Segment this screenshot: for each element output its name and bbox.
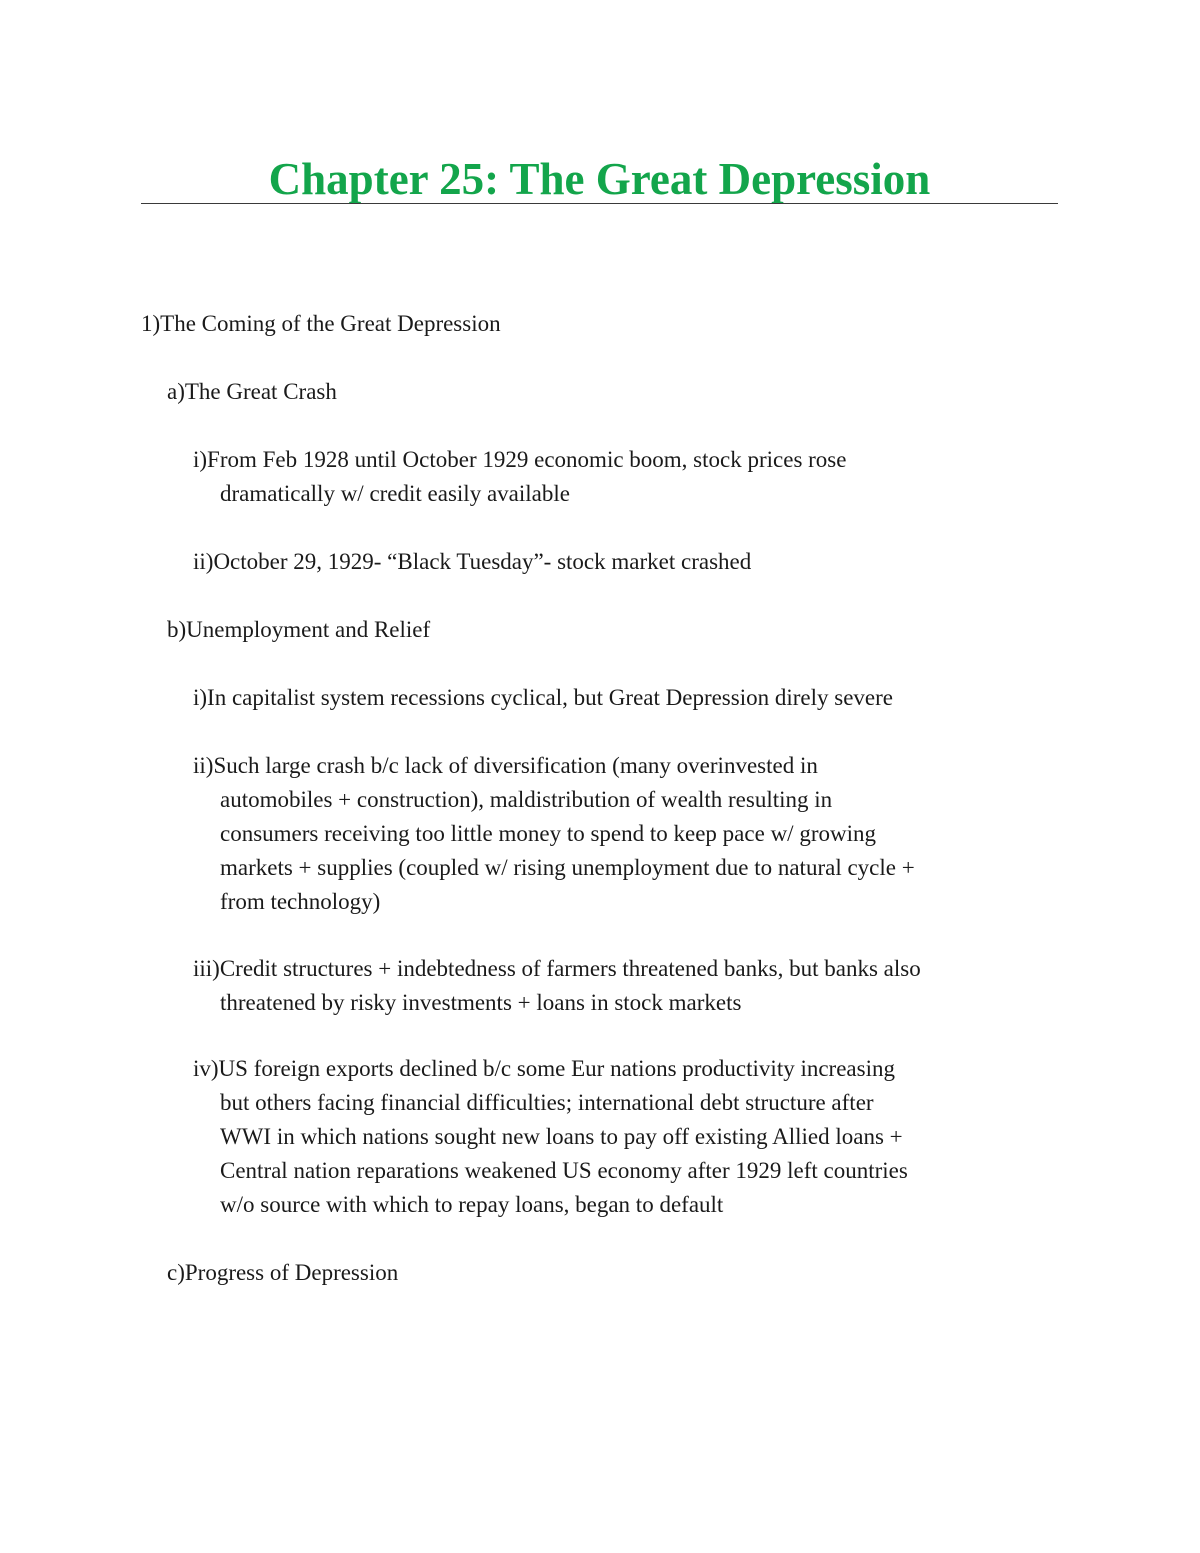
outline-item-b-i: i)In capitalist system recessions cyclical, but Great Depression direly severe: [193, 685, 893, 710]
outline-subsection-a: a)The Great Crash: [167, 379, 337, 404]
outline-item-b-iv-continued: but others facing financial difficulties; international debt structure after: [220, 1090, 874, 1115]
outline-item-a-i-continued: dramatically w/ credit easily available: [220, 481, 570, 506]
outline-item-b-ii-continued: from technology): [220, 889, 381, 914]
outline-section-1: 1)The Coming of the Great Depression: [141, 311, 501, 336]
outline-item-b-ii-continued: automobiles + construction), maldistribution of wealth resulting in: [220, 787, 833, 812]
title-underline: [141, 203, 1058, 204]
outline-item-b-iii-continued: threatened by risky investments + loans in stock markets: [220, 990, 742, 1015]
outline-subsection-b: b)Unemployment and Relief: [167, 617, 431, 642]
outline-subsection-c: c)Progress of Depression: [167, 1260, 399, 1285]
outline-item-b-ii-continued: markets + supplies (coupled w/ rising unemployment due to natural cycle +: [220, 855, 915, 880]
page-title: Chapter 25: The Great Depression: [268, 154, 931, 204]
outline-item-b-iv-continued: Central nation reparations weakened US economy after 1929 left countries: [220, 1158, 908, 1183]
outline-item-b-iii: iii)Credit structures + indebtedness of farmers threatened banks, but banks also: [193, 956, 921, 981]
outline-item-b-iv: iv)US foreign exports declined b/c some Eur nations productivity increasing: [193, 1056, 895, 1081]
outline-item-b-iv-continued: WWI in which nations sought new loans to pay off existing Allied loans +: [220, 1124, 903, 1149]
outline-item-b-ii: ii)Such large crash b/c lack of diversification (many overinvested in: [193, 753, 818, 778]
outline-item-a-ii: ii)October 29, 1929- “Black Tuesday”- stock market crashed: [193, 549, 752, 574]
outline-item-b-ii-continued: consumers receiving too little money to spend to keep pace w/ growing: [220, 821, 876, 846]
outline-item-a-i: i)From Feb 1928 until October 1929 economic boom, stock prices rose: [193, 447, 847, 472]
outline-item-b-iv-continued: w/o source with which to repay loans, began to default: [220, 1192, 724, 1217]
